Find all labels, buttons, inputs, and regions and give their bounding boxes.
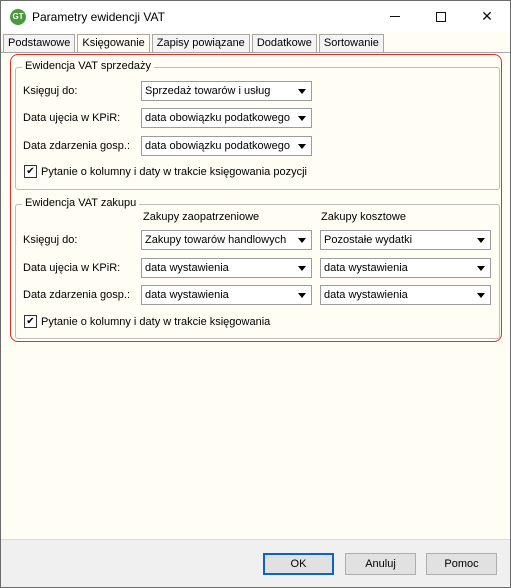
window-title: Parametry ewidencji VAT xyxy=(32,10,165,24)
dropdown-arrow-icon xyxy=(298,116,306,121)
sales-data-ujecia-select[interactable] xyxy=(141,108,312,128)
purchase-data-ujecia-label: Data ujęcia w KPiR: xyxy=(23,262,121,274)
button-bar xyxy=(1,540,510,587)
purchase-data-ujecia-col1-value: data wystawienia xyxy=(145,262,229,274)
sales-ksieguj-select[interactable] xyxy=(141,81,312,101)
purchase-data-zdarzenia-col1-value: data wystawienia xyxy=(145,289,229,301)
maximize-button[interactable] xyxy=(418,1,464,32)
sales-ksieguj-value: Sprzedaż towarów i usług xyxy=(145,85,271,97)
purchase-data-zdarzenia-label: Data zdarzenia gosp.: xyxy=(23,289,131,301)
sales-question-checkbox-label[interactable]: Pytanie o kolumny i daty w trakcie księgowania pozycji xyxy=(41,166,307,178)
dropdown-arrow-icon xyxy=(477,266,485,271)
cancel-button[interactable]: Anuluj xyxy=(345,553,416,575)
purchase-ksieguj-col1-value: Zakupy towarów handlowych xyxy=(145,234,287,246)
purchase-group-legend: Ewidencja VAT zakupu xyxy=(22,197,139,209)
purchase-question-checkbox-label[interactable]: Pytanie o kolumny i daty w trakcie księgowania xyxy=(41,316,271,328)
ok-button[interactable]: OK xyxy=(263,553,334,575)
title-bar[interactable] xyxy=(1,1,510,32)
tab-dodatkowe[interactable]: Dodatkowe xyxy=(252,34,317,52)
dropdown-arrow-icon xyxy=(298,144,306,149)
dropdown-arrow-icon xyxy=(298,89,306,94)
purchase-data-ujecia-col1-select[interactable] xyxy=(141,258,312,278)
sales-data-zdarzenia-label: Data zdarzenia gosp.: xyxy=(23,140,131,152)
maximize-icon xyxy=(436,12,446,22)
minimize-button[interactable] xyxy=(372,1,418,32)
purchase-col1-header: Zakupy zaopatrzeniowe xyxy=(143,211,260,223)
sales-data-ujecia-value: data obowiązku podatkowego xyxy=(145,112,290,124)
sales-data-zdarzenia-value: data obowiązku podatkowego xyxy=(145,140,290,152)
sales-data-zdarzenia-select[interactable] xyxy=(141,136,312,156)
purchase-data-zdarzenia-col1-select[interactable] xyxy=(141,285,312,305)
dropdown-arrow-icon xyxy=(298,238,306,243)
tab-podstawowe[interactable]: Podstawowe xyxy=(3,34,75,52)
purchase-ksieguj-col1-select[interactable] xyxy=(141,230,312,250)
tab-zapisy-powiazane[interactable]: Zapisy powiązane xyxy=(152,34,250,52)
purchase-data-zdarzenia-col2-value: data wystawienia xyxy=(324,289,408,301)
tab-sortowanie[interactable]: Sortowanie xyxy=(319,34,384,52)
dropdown-arrow-icon xyxy=(477,238,485,243)
close-button[interactable] xyxy=(464,1,510,32)
dropdown-arrow-icon xyxy=(477,293,485,298)
sales-data-ujecia-label: Data ujęcia w KPiR: xyxy=(23,112,121,124)
purchase-ksieguj-col2-value: Pozostałe wydatki xyxy=(324,234,413,246)
sales-group-legend: Ewidencja VAT sprzedaży xyxy=(22,60,154,72)
sales-question-checkbox[interactable] xyxy=(24,165,37,178)
purchase-data-zdarzenia-col2-select[interactable] xyxy=(320,285,491,305)
help-button[interactable]: Pomoc xyxy=(426,553,497,575)
purchase-data-ujecia-col2-select[interactable] xyxy=(320,258,491,278)
purchase-ksieguj-label: Księguj do: xyxy=(23,234,78,246)
purchase-col2-header: Zakupy kosztowe xyxy=(321,211,406,223)
dropdown-arrow-icon xyxy=(298,266,306,271)
tab-ksiegowanie[interactable]: Księgowanie xyxy=(77,34,149,53)
app-icon: GT xyxy=(10,9,26,25)
sales-ksieguj-label: Księguj do: xyxy=(23,85,78,97)
minimize-icon xyxy=(390,16,400,17)
tab-divider xyxy=(1,52,510,53)
purchase-ksieguj-col2-select[interactable] xyxy=(320,230,491,250)
purchase-question-checkbox[interactable] xyxy=(24,315,37,328)
dropdown-arrow-icon xyxy=(298,293,306,298)
close-icon: ✕ xyxy=(481,8,493,24)
tab-bar xyxy=(3,34,386,52)
purchase-data-ujecia-col2-value: data wystawienia xyxy=(324,262,408,274)
